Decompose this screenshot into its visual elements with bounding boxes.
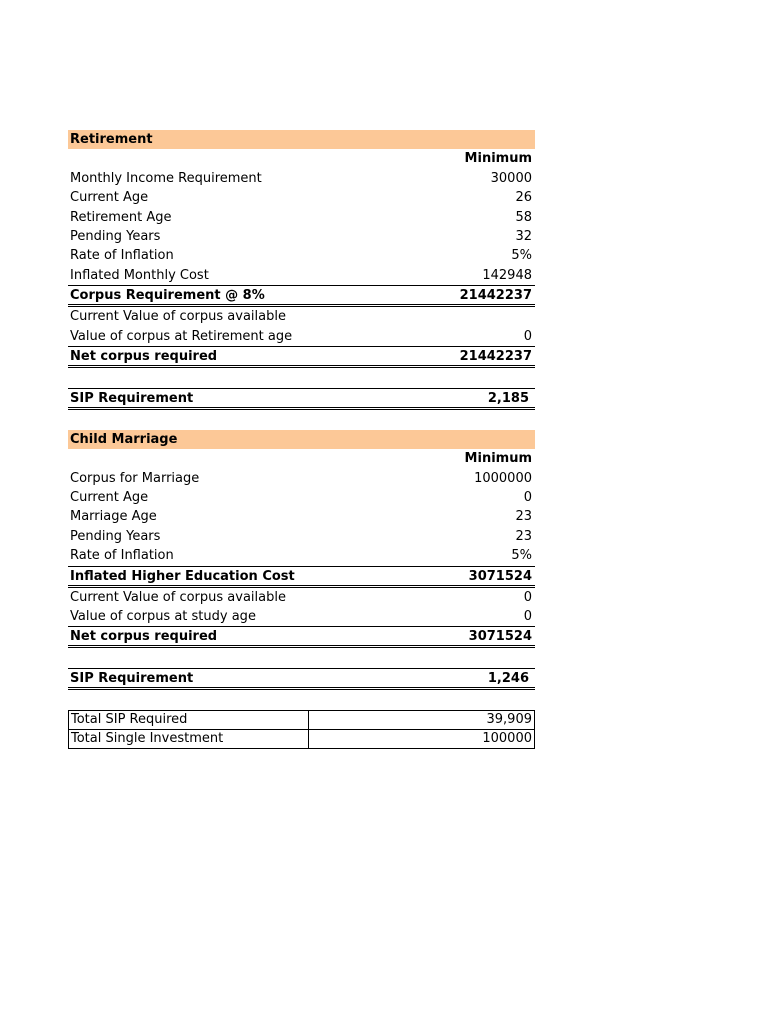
row-label: Current Value of corpus available xyxy=(70,589,286,605)
row-value: 1000000 xyxy=(474,470,532,486)
row-value: 26 xyxy=(515,190,532,206)
row-label: Value of corpus at Retirement age xyxy=(70,328,293,344)
retirement-row xyxy=(68,188,535,207)
retirement-row xyxy=(68,246,535,265)
row-value: 0 xyxy=(523,328,532,344)
row-value: 1,246 xyxy=(487,671,529,687)
row-label: SIP Requirement xyxy=(70,390,194,406)
row-label: Retirement Age xyxy=(70,209,172,225)
row-label: Inflated Monthly Cost xyxy=(70,267,209,283)
child-marriage-current-value-row xyxy=(68,588,535,607)
row-label: Current Age xyxy=(70,490,149,506)
totals-table xyxy=(68,710,535,749)
row-label: Current Age xyxy=(70,190,149,206)
child-marriage-row xyxy=(68,488,535,507)
row-value: 23 xyxy=(515,528,532,544)
row-value: 3071524 xyxy=(468,629,532,645)
child-marriage-minimum-label: Minimum xyxy=(464,451,532,467)
child-marriage-inflated-cost-row xyxy=(68,566,535,588)
row-value: 0 xyxy=(523,609,532,625)
child-marriage-row xyxy=(68,507,535,526)
retirement-minimum-label: Minimum xyxy=(464,151,532,167)
table-row xyxy=(69,711,535,730)
retirement-column-header xyxy=(68,149,535,168)
row-value: 3071524 xyxy=(468,568,532,584)
retirement-sip-row xyxy=(68,388,535,410)
row-value: 21442237 xyxy=(459,288,532,304)
row-label: Net corpus required xyxy=(70,348,218,364)
row-label: SIP Requirement xyxy=(70,671,194,687)
row-label: Inflated Higher Education Cost xyxy=(70,568,295,584)
child-marriage-row xyxy=(68,527,535,546)
row-label: Rate of Inflation xyxy=(70,248,174,264)
spacer xyxy=(68,410,535,430)
spacer xyxy=(68,690,535,710)
retirement-section-header xyxy=(68,130,535,149)
row-label: Pending Years xyxy=(70,528,161,544)
financial-plan-sheet xyxy=(68,130,535,749)
row-value: 5% xyxy=(511,248,532,264)
total-sip-label: Total SIP Required xyxy=(69,711,309,730)
row-label: Monthly Income Requirement xyxy=(70,170,262,186)
retirement-row xyxy=(68,169,535,188)
retirement-net-corpus-row xyxy=(68,346,535,368)
child-marriage-sip-row xyxy=(68,668,535,690)
retirement-value-at-age-row xyxy=(68,327,535,346)
retirement-row xyxy=(68,227,535,246)
row-value: 58 xyxy=(515,209,532,225)
row-label: Corpus Requirement @ 8% xyxy=(70,288,265,304)
row-label: Pending Years xyxy=(70,228,161,244)
row-value: 23 xyxy=(515,509,532,525)
retirement-row xyxy=(68,208,535,227)
row-label: Rate of Inflation xyxy=(70,548,174,564)
child-marriage-section-header xyxy=(68,430,535,449)
row-value: 142948 xyxy=(482,267,532,283)
child-marriage-row xyxy=(68,546,535,565)
row-label: Marriage Age xyxy=(70,509,157,525)
child-marriage-header-label: Child Marriage xyxy=(70,431,178,447)
total-sip-value: 39,909 xyxy=(309,711,535,730)
child-marriage-row xyxy=(68,469,535,488)
spacer xyxy=(68,368,535,388)
row-value: 5% xyxy=(511,548,532,564)
total-single-investment-label: Total Single Investment xyxy=(69,730,309,749)
total-single-investment-value: 100000 xyxy=(309,730,535,749)
row-value: 30000 xyxy=(490,170,532,186)
child-marriage-column-header xyxy=(68,449,535,468)
row-label: Current Value of corpus available xyxy=(70,309,286,325)
row-value: 32 xyxy=(515,228,532,244)
spacer xyxy=(68,648,535,668)
retirement-row xyxy=(68,266,535,285)
child-marriage-net-corpus-row xyxy=(68,626,535,648)
table-row xyxy=(69,730,535,749)
row-value: 0 xyxy=(523,490,532,506)
row-label: Net corpus required xyxy=(70,629,218,645)
retirement-current-value-row xyxy=(68,307,535,326)
row-label: Value of corpus at study age xyxy=(70,609,256,625)
row-label: Corpus for Marriage xyxy=(70,470,200,486)
row-value: 2,185 xyxy=(487,390,529,406)
row-value: 0 xyxy=(523,589,532,605)
row-value: 21442237 xyxy=(459,348,532,364)
retirement-header-label: Retirement xyxy=(70,132,153,147)
child-marriage-value-at-age-row xyxy=(68,607,535,626)
retirement-corpus-requirement-row xyxy=(68,285,535,307)
